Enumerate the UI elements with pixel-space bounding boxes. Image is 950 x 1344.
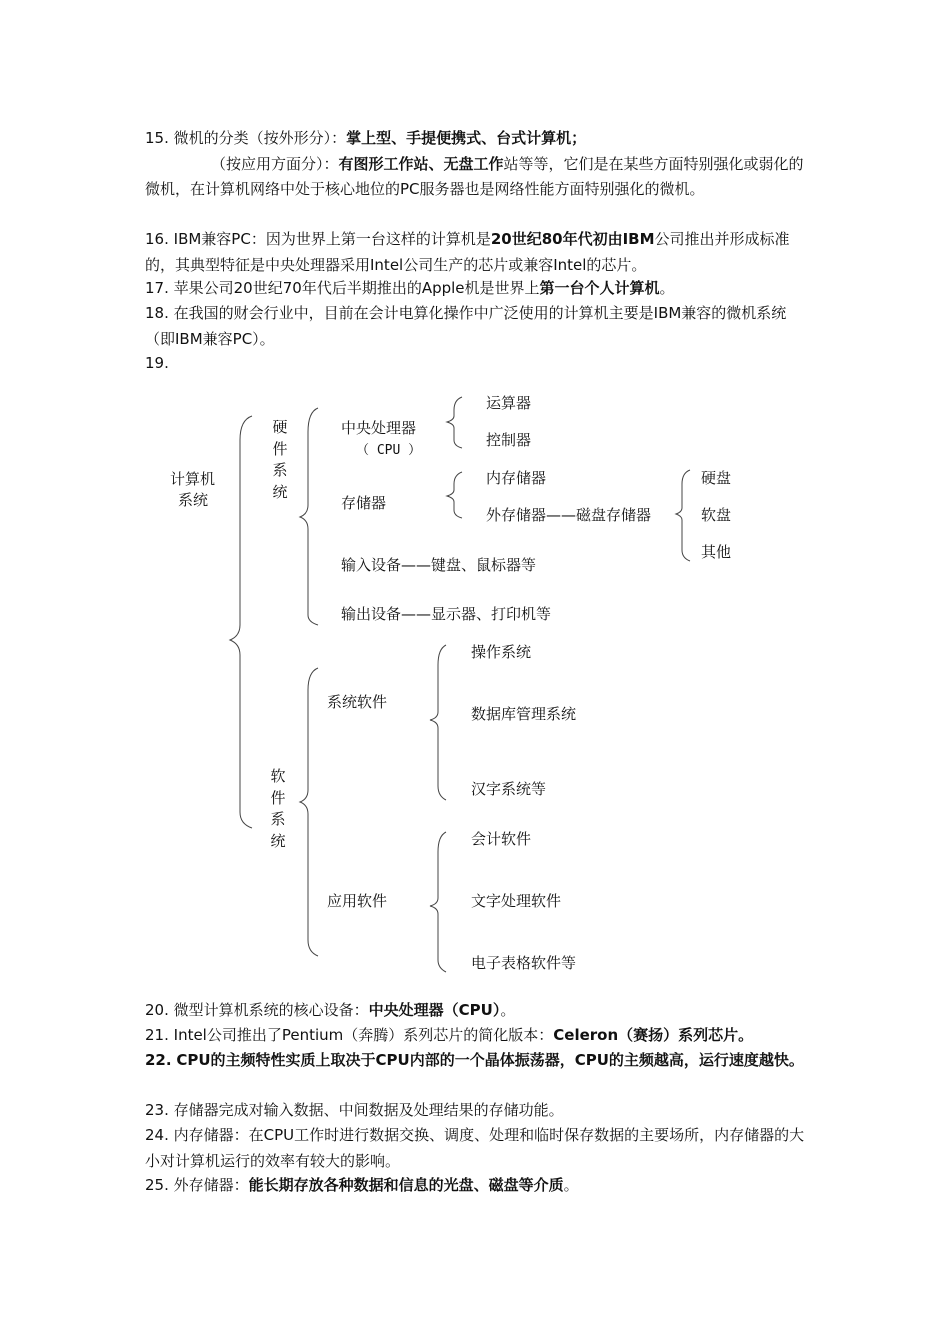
item-emphasis: 有图形工作站、无盘工作: [338, 154, 504, 173]
item-text: 内存储器：在CPU工作时进行数据交换、调度、处理和临时保存数据的主要场所，内存储器的大小对计算机运行的效率有较大的影响。: [145, 1126, 805, 1170]
item-number: 18.: [145, 304, 169, 322]
tree-output-devices: 输出设备——显示器、打印机等: [341, 605, 552, 623]
item-text: 存储器完成对输入数据、中间数据及处理结果的存储功能。: [173, 1101, 564, 1119]
tree-software-char: 软: [270, 767, 286, 785]
item-25: [145, 1173, 810, 1199]
tree-hardware-char: 件: [272, 439, 288, 458]
item-17: [145, 276, 810, 302]
item-text: 。: [500, 1001, 516, 1019]
item-number: 16.: [145, 230, 169, 248]
item-text: 苹果公司20世纪70年代后半期推出的Apple机是世界上: [173, 279, 540, 297]
tree-root-line1: 计算机: [170, 470, 216, 488]
item-text: 在我国的财会行业中，目前在会计电算化操作中广泛使用的计算机主要是IBM兼容的微机系统（即IBM兼容PC）。: [145, 304, 787, 348]
cpu-brace: [447, 397, 462, 448]
item-24: [145, 1123, 810, 1174]
item-number: 23.: [145, 1101, 169, 1119]
tree-system-software: 系统软件: [327, 693, 388, 711]
tree-hardware-char: 硬: [272, 418, 288, 436]
item-text: 。: [563, 1176, 579, 1194]
item-emphasis: 第一台个人计算机: [539, 279, 660, 297]
item-number: 22.: [145, 1051, 172, 1069]
item-text: 微型计算机系统的核心设备：: [173, 1001, 369, 1019]
item-16: [145, 227, 810, 278]
storage-brace: [447, 472, 462, 518]
tree-other: 其他: [701, 543, 732, 561]
item-15: [145, 126, 810, 203]
item-text: 站等等，它们是在某些方面特别强化或弱化的微机，在计算机网络中处于核心地位的PC服务器也是网络性能方面特别强化的微机。: [145, 154, 804, 198]
root-brace: [230, 416, 252, 828]
item-23: [145, 1098, 810, 1124]
tree-software-char: 系: [270, 810, 286, 828]
hardware-brace: [300, 408, 318, 625]
tree-word-processing: 文字处理软件: [471, 892, 562, 910]
tree-root-line2: 系统: [178, 491, 209, 509]
item-emphasis: 能长期存放各种数据和信息的光盘、磁盘等介质: [248, 1176, 564, 1194]
tree-alu: 运算器: [486, 394, 532, 412]
tree-external-memory: 外存储器——磁盘存储器: [486, 506, 652, 524]
item-number: 24.: [145, 1126, 169, 1144]
syssw-brace: [430, 645, 446, 800]
item-emphasis: Celeron（赛扬）系列芯片。: [553, 1026, 754, 1044]
item-text: 公司推出并形成标准的，其典型特征是中央处理器采用Intel公司生产的芯片或兼容Intel的芯片。: [145, 230, 790, 274]
item-text: IBM兼容PC：因为世界上第一台这样的计算机是: [173, 230, 491, 248]
tree-hardware-char: 系: [272, 461, 288, 479]
item-19: [145, 351, 810, 377]
tree-hard-disk: 硬盘: [701, 469, 732, 487]
tree-accounting: 会计软件: [471, 830, 532, 848]
tree-software-char: 件: [270, 788, 286, 807]
item-18: [145, 301, 810, 352]
item-text: 外存储器：: [173, 1176, 249, 1194]
item-emphasis: 20世纪80年代初由IBM: [490, 230, 655, 248]
item-text: 微机的分类（按外形分）：: [173, 129, 347, 147]
item-number: 21.: [145, 1026, 169, 1044]
tree-spreadsheet: 电子表格软件等: [471, 954, 577, 972]
tree-application-software: 应用软件: [327, 892, 388, 910]
item-number: 15.: [145, 129, 169, 147]
item-number: 20.: [145, 1001, 169, 1019]
item-emphasis: 中央处理器（CPU）: [368, 1001, 501, 1019]
item-21: [145, 1023, 810, 1049]
tree-software: [268, 766, 288, 852]
item-number: 25.: [145, 1176, 169, 1194]
tree-input-devices: 输入设备——键盘、鼠标器等: [341, 556, 537, 574]
tree-dbms: 数据库管理系统: [471, 705, 577, 723]
item-emphasis: CPU的主频特性实质上取决于CPU内部的一个晶体振荡器，CPU的主频越高，运行速度越快。: [176, 1051, 804, 1069]
tree-hardware-char: 统: [272, 482, 288, 501]
tree-software-char: 统: [270, 831, 286, 850]
item-number: 19.: [145, 354, 169, 372]
tree-internal-memory: 内存储器: [486, 469, 547, 487]
ext-brace: [676, 470, 690, 561]
item-text: （按应用方面分）：: [211, 154, 339, 173]
item-22: [145, 1048, 810, 1074]
item-text: 。: [659, 279, 675, 297]
tree-os: 操作系统: [471, 643, 532, 661]
tree-chinese-system: 汉字系统等: [471, 780, 547, 798]
tree-floppy-disk: 软盘: [701, 506, 732, 524]
tree-storage: 存储器: [341, 494, 387, 512]
appsw-brace: [430, 832, 446, 972]
tree-hardware: [270, 417, 290, 503]
tree-cpu: 中央处理器: [341, 419, 417, 437]
item-20: [145, 998, 810, 1024]
tree-control-unit: 控制器: [486, 431, 532, 449]
item-text: Intel公司推出了Pentium（奔腾）系列芯片的简化版本：: [173, 1026, 554, 1044]
software-brace: [300, 668, 318, 956]
tree-cpu-abbr: （ CPU ）: [356, 443, 422, 458]
item-number: 17.: [145, 279, 169, 297]
item-emphasis: 掌上型、手提便携式、台式计算机；: [346, 129, 587, 147]
